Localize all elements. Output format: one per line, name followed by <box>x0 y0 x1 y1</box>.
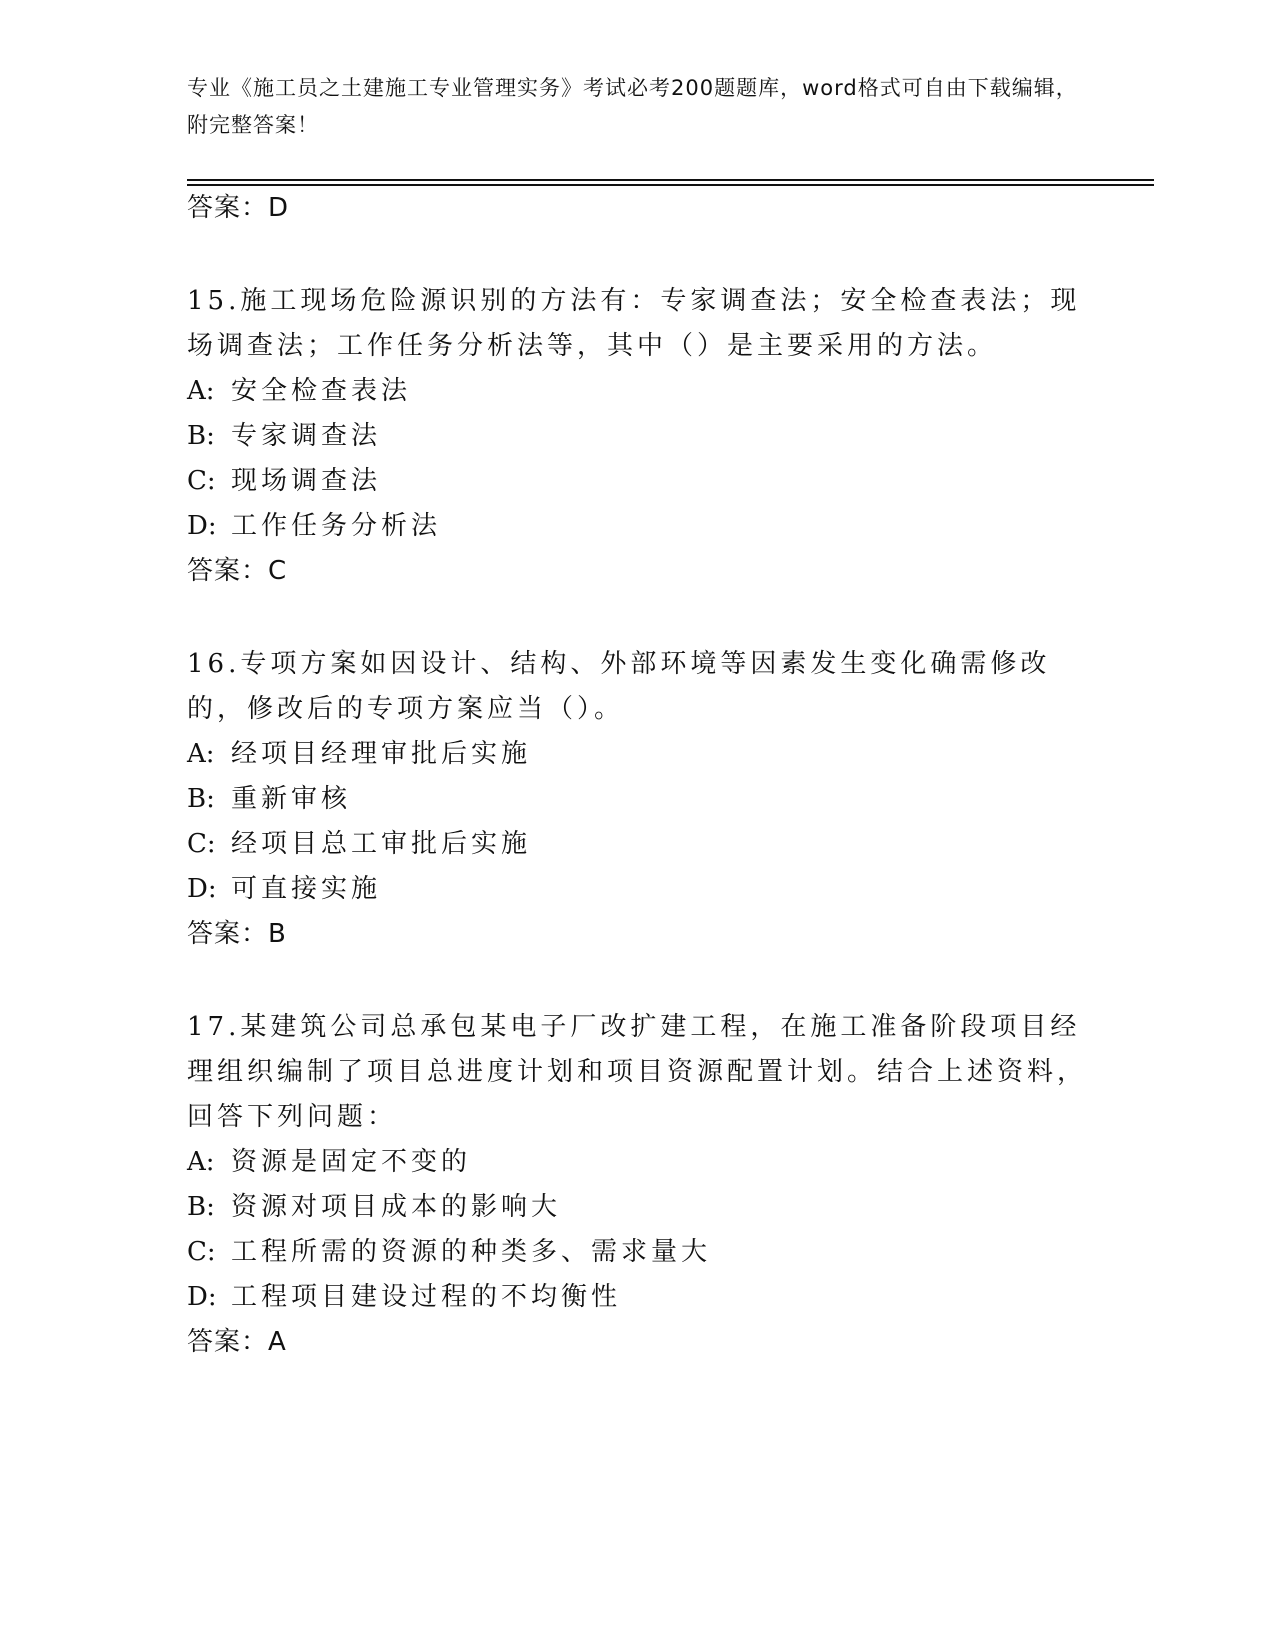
option-letter: A: <box>187 376 215 406</box>
option-letter: C: <box>187 1237 216 1267</box>
option-letter: D: <box>187 874 217 904</box>
option-letter: D: <box>187 511 217 541</box>
question-16 <box>187 642 1087 957</box>
answer-line: 答案：C <box>187 556 288 586</box>
option-letter: C: <box>187 466 216 496</box>
answer-line: 答案：B <box>187 919 287 949</box>
question-stem: 17.某建筑公司总承包某电子厂改扩建工程，在施工准备阶段项目经理组织编制了项目总进度计划和项目资源配置计划。结合上述资料，回答下列问题： <box>187 1012 1088 1132</box>
option-letter: A: <box>187 1147 215 1177</box>
option-letter: B: <box>187 1192 215 1222</box>
option-a <box>187 369 1087 414</box>
option-text: 安全检查表法 <box>231 376 412 406</box>
option-d <box>187 1275 1087 1320</box>
question-stem: 15.施工现场危险源识别的方法有：专家调查法；安全检查表法；现场调查法；工作任务分析法等，其中（）是主要采用的方法。 <box>187 286 1081 361</box>
option-letter: C: <box>187 829 216 859</box>
option-text: 工程项目建设过程的不均衡性 <box>231 1282 622 1312</box>
document-header: 专业《施工员之土建施工专业管理实务》考试必考200题题库，word格式可自由下载编辑，附完整答案！ <box>187 76 1078 137</box>
option-d <box>187 504 1087 549</box>
option-text: 经项目总工审批后实施 <box>231 829 532 859</box>
question-15 <box>187 279 1087 594</box>
option-c <box>187 459 1087 504</box>
option-b <box>187 414 1087 459</box>
option-a <box>187 732 1087 777</box>
option-letter: B: <box>187 784 215 814</box>
option-text: 可直接实施 <box>231 874 382 904</box>
option-letter: D: <box>187 1282 217 1312</box>
question-17 <box>187 1005 1087 1365</box>
question-stem: 16.专项方案如因设计、结构、外部环境等因素发生变化确需修改的，修改后的专项方案应当（）。 <box>187 649 1051 724</box>
option-c <box>187 822 1087 867</box>
option-text: 专家调查法 <box>231 421 382 451</box>
option-text: 工作任务分析法 <box>231 511 442 541</box>
option-text: 现场调查法 <box>231 466 382 496</box>
option-b <box>187 1185 1087 1230</box>
option-c <box>187 1230 1087 1275</box>
option-b <box>187 777 1087 822</box>
previous-answer: 答案：D <box>187 193 290 223</box>
option-text: 资源对项目成本的影响大 <box>231 1192 562 1222</box>
option-text: 经项目经理审批后实施 <box>231 739 532 769</box>
question-list <box>187 186 1087 1365</box>
option-letter: A: <box>187 739 215 769</box>
answer-line: 答案：A <box>187 1327 287 1357</box>
option-a <box>187 1140 1087 1185</box>
option-letter: B: <box>187 421 215 451</box>
header-rule-top <box>187 179 1154 181</box>
option-text: 工程所需的资源的种类多、需求量大 <box>231 1237 712 1267</box>
option-text: 资源是固定不变的 <box>231 1147 472 1177</box>
option-d <box>187 867 1087 912</box>
option-text: 重新审核 <box>231 784 352 814</box>
